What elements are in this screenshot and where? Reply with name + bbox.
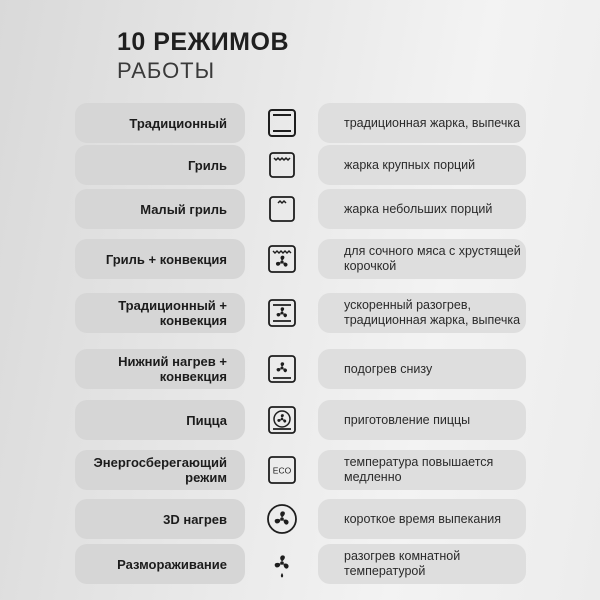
mode-name-pill [75, 189, 245, 229]
mode-name: Энергосберегающий режим [93, 455, 227, 485]
mode-description: ускоренный разогрев, традиционная жарка, выпечка [344, 298, 521, 327]
mode-row [0, 101, 600, 145]
pizza-fan-icon [264, 402, 300, 438]
mode-row [0, 347, 600, 391]
mode-description: подогрев снизу [344, 361, 433, 376]
mode-description: для сочного мяса с хрустящей корочкой [344, 244, 521, 273]
mode-description: традиционная жарка, выпечка [344, 115, 521, 130]
grill-icon [264, 147, 300, 183]
mode-row [0, 237, 600, 281]
svg-text:ECO: ECO [272, 465, 292, 476]
mode-name-pill [75, 349, 245, 389]
page-subtitle: РАБОТЫ [117, 58, 216, 83]
mode-row [0, 542, 600, 586]
mode-description-pill [318, 293, 526, 333]
mode-name-pill [75, 293, 245, 333]
mode-name: Традиционный + конвекция [118, 298, 227, 328]
mode-description: жарка крупных порций [344, 157, 476, 172]
mode-description: жарка небольших порций [344, 201, 493, 216]
mode-description: разогрев комнатной температурой [344, 549, 461, 578]
mode-row [0, 143, 600, 187]
mode-description-pill [318, 349, 526, 389]
top-bottom-fan-icon [264, 295, 300, 331]
mode-name: 3D нагрев [163, 511, 227, 527]
mode-name: Гриль + конвекция [105, 251, 227, 267]
defrost-fan-icon [264, 546, 300, 582]
mode-row [0, 398, 600, 442]
mode-description-pill [318, 450, 526, 490]
mode-row [0, 291, 600, 335]
bottom-heat-fan-icon [264, 351, 300, 387]
small-grill-icon [264, 191, 300, 227]
mode-description-pill [318, 145, 526, 185]
mode-description-pill [318, 103, 526, 143]
3d-fan-icon [264, 501, 300, 537]
mode-description: температура повышается медленно [344, 455, 494, 484]
mode-description-pill [318, 189, 526, 229]
mode-name-pill [75, 103, 245, 143]
eco-icon [264, 452, 300, 488]
mode-name: Малый гриль [140, 201, 227, 217]
page-title: 10 РЕЖИМОВ [117, 28, 289, 56]
oven-top-bottom-heat-icon [264, 105, 300, 141]
mode-name: Традиционный [129, 115, 227, 131]
mode-name-pill [75, 400, 245, 440]
mode-description-pill [318, 544, 526, 584]
mode-row [0, 497, 600, 541]
mode-name-pill [75, 145, 245, 185]
mode-name-pill [75, 544, 245, 584]
mode-name: Гриль [187, 157, 227, 173]
mode-description-pill [318, 400, 526, 440]
mode-name: Размораживание [117, 556, 227, 572]
grill-fan-icon [264, 241, 300, 277]
mode-row [0, 448, 600, 492]
mode-description: короткое время выпекания [344, 511, 501, 526]
mode-name: Пицца [186, 412, 227, 428]
mode-row [0, 187, 600, 231]
mode-description: приготовление пиццы [344, 412, 471, 427]
mode-name-pill [75, 450, 245, 490]
mode-name-pill [75, 499, 245, 539]
mode-description-pill [318, 239, 526, 279]
mode-description-pill [318, 499, 526, 539]
mode-name: Нижний нагрев + конвекция [118, 354, 227, 384]
mode-name-pill [75, 239, 245, 279]
